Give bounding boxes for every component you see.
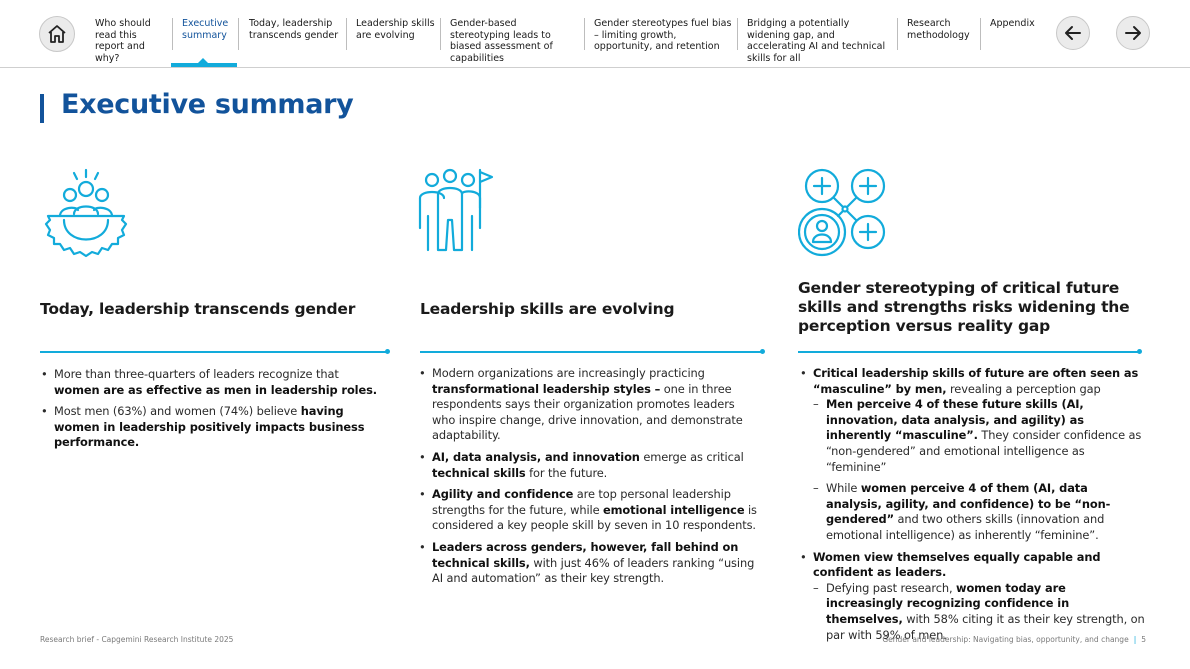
column-divider [798,351,1140,353]
sub-list-item: – Defying past research, women today are increasingly recognizing confidence in themselves, with 58% citing it as their key strength, on par with 59% of men. [813,581,1145,643]
nav-divider [440,18,441,50]
column-heading: Today, leadership transcends gender [40,300,356,318]
nav-divider [980,18,981,50]
sub-bullet-list [813,397,1145,543]
nav-tab-leadership-transcends-gender[interactable]: Today, leadership transcends gender [249,18,339,41]
nav-tab-who-should-read[interactable]: Who should read this report and why? [95,18,151,64]
home-button[interactable] [39,16,75,52]
list-item: • AI, data analysis, and innovation emerge as critical technical skills for the future. [418,450,760,481]
team-flag-icon [416,168,496,260]
list-item: • Agility and confidence are top personal leadership strengths for the future, while emotional intelligence is considered a key people skill by seven in 10 respondents. [418,487,760,534]
nav-divider [737,18,738,50]
column-heading: Gender stereotyping of critical future skills and strengths risks widening the perception versus reality gap [798,279,1130,335]
bullet-list [418,366,760,593]
sub-list-item: – While women perceive 4 of them (AI, data analysis, agility, and confidence) to be “non-gendered” and two others skills (innovation and emotional intelligence) as inherently “feminine”. [813,481,1145,543]
column-divider [40,351,388,353]
list-item: • Critical leadership skills of future are often seen as “masculine” by men, revealing a perception gap – Men perceive 4 of these future skills (AI, innovation, data analysis, and agility) as inherently “masculine”. They consider confidence as “non-gendered” and emotional intelligence as “feminine” – While women perceive 4 of them (AI, data analysis, agility, and confidence) to be “non-gendered” and two others skills (innovation and emotional intelligence) as inherently “feminine”. [799,366,1145,544]
top-navigation [0,0,1190,68]
footer-separator: | [1133,635,1137,644]
nav-tab-stereotypes-fuel-bias[interactable]: Gender stereotypes fuel bias – limiting growth, opportunity, and retention [594,18,732,52]
nav-divider [897,18,898,50]
list-item: • Most men (63%) and women (74%) believe having women in leadership positively impacts business performance. [40,404,385,451]
sub-list-item: – Men perceive 4 of these future skills (AI, innovation, data analysis, and agility) as inherently “masculine”. They consider confidence as “non-gendered” and emotional intelligence as “feminine” [813,397,1145,475]
nav-tab-gender-stereotyping[interactable]: Gender-based stereotyping leads to biased assessment of capabilities [450,18,553,64]
next-page-button[interactable] [1116,16,1150,50]
column-heading: Leadership skills are evolving [420,300,675,318]
team-gear-icon [40,168,132,264]
previous-page-button[interactable] [1056,16,1090,50]
nav-divider [238,18,239,50]
nav-divider [584,18,585,50]
nav-tab-executive-summary[interactable]: Executive summary [182,18,229,41]
nav-divider [346,18,347,50]
nav-tab-bridging-gap[interactable]: Bridging a potentially widening gap, and accelerating AI and technical skills for all [747,18,886,64]
arrow-left-icon [1063,23,1083,43]
footer-report-title [882,635,1146,644]
page-title: Executive summary [61,89,354,120]
nav-tab-research-methodology[interactable]: Research methodology [907,18,970,41]
skills-network-icon [798,168,890,264]
list-item: • Modern organizations are increasingly practicing transformational leadership styles – one in three respondents says their organization promotes leaders who inspire change, drive innovation, and demonstrate adaptability. [418,366,760,444]
nav-divider [172,18,173,50]
page-number: 5 [1141,635,1146,644]
sub-bullet-list [813,581,1145,643]
list-item: • Women view themselves equally capable and confident as leaders. – Defying past research, women today are increasingly recognizing confidence in themselves, with 58% citing it as their key strength, on par with 59% of men. [799,550,1145,644]
bullet-list [40,367,385,457]
bullet-list [799,366,1145,649]
nav-tab-appendix[interactable]: Appendix [990,18,1035,29]
active-tab-underline [171,63,237,67]
list-item: • Leaders across genders, however, fall behind on technical skills, with just 46% of leaders ranking “using AI and automation” as their key strength. [418,540,760,587]
list-item: • More than three-quarters of leaders recognize that women are as effective as men in leadership roles. [40,367,385,398]
footer-title-text: Gender and leadership: Navigating bias, opportunity, and change [882,635,1129,644]
home-icon [46,23,68,45]
footer-source: Research brief - Capgemini Research Institute 2025 [40,635,234,644]
column-divider [420,351,763,353]
arrow-right-icon [1123,23,1143,43]
title-accent-bar [40,94,44,123]
nav-tab-leadership-skills-evolving[interactable]: Leadership skills are evolving [356,18,435,41]
